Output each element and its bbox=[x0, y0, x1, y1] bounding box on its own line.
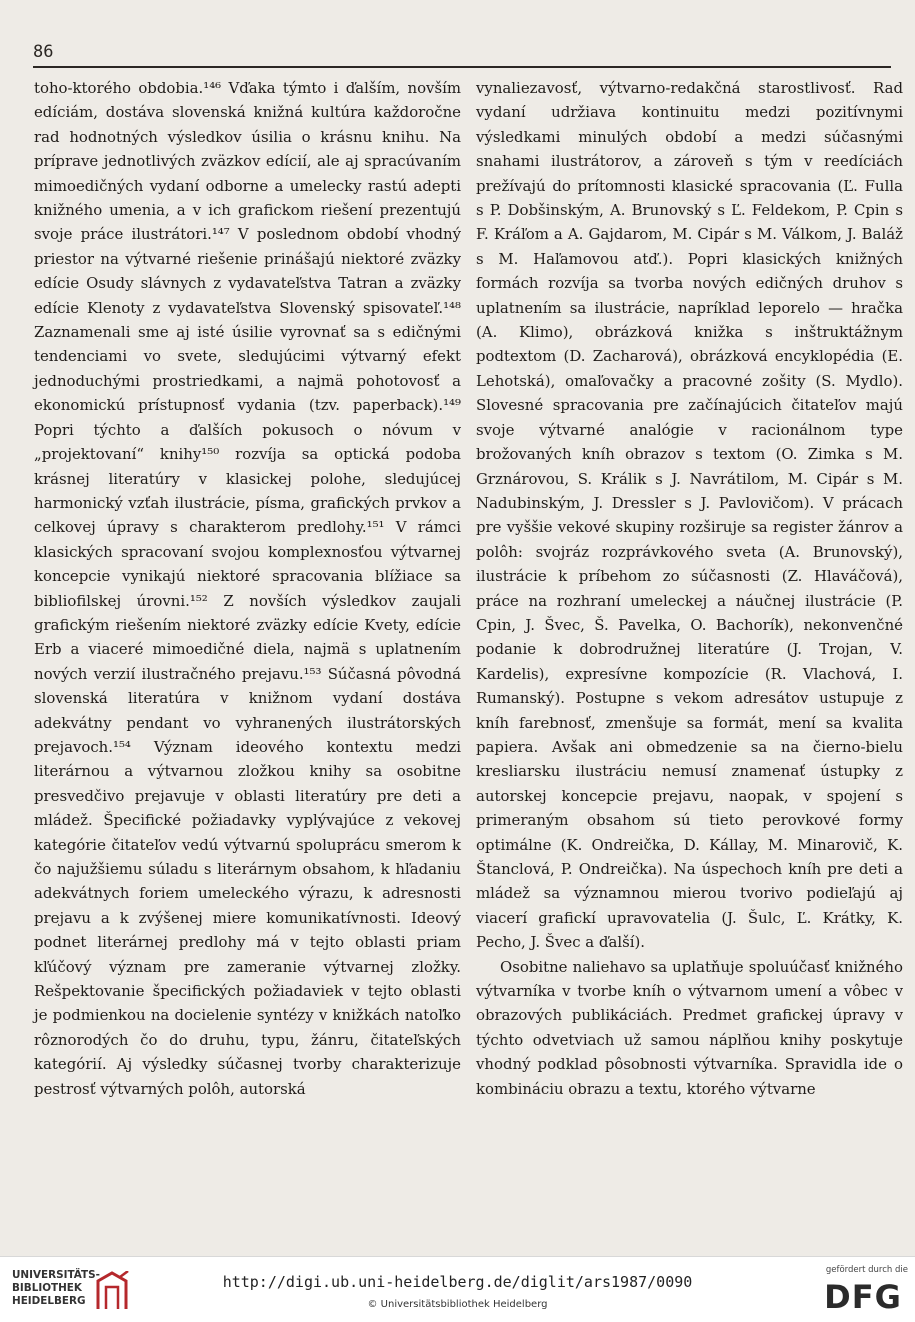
header-rule bbox=[33, 66, 891, 68]
dfg-logo-icon bbox=[820, 1279, 906, 1313]
left-paragraph-1: toho-ktorého obdobia.¹⁴⁶ Vďaka týmto i ďalším, novším edíciám, dostáva slovenská knižná kultúra každoročne rad hodnotných výsledkov úsilia o krásnu knihu. Na príprave jednotlivých zväzkov edícií, ale aj spracúvaním mimoedičných vydaní odborne a umelecky rastú adepti knižného umenia, a v ich grafickom riešení prezentujú svoje práce ilustrátori.¹⁴⁷ V poslednom období vhodný priestor na výtvarné riešenie prinášajú niektoré zväzky edície Osudy slávnych z vydavateľstva Tatran a zväzky edície Klenoty z vydavateľstva Slovenský spisovateľ.¹⁴⁸ Zaznamenali sme aj isté úsilie vyrovnať sa s edičnými tendenciami vo svete, sledujúcimi výtvarný efekt jednoduchými prostriedkami, a najmä pohotovosť a ekonomickú prístupnosť vydania (tzv. paperback).¹⁴⁹ Popri týchto a ďalších pokusoch o nóvum v „projektovaní“ knihy¹⁵⁰ rozvíja sa optická podoba krásnej literatúry v klasickej polohe, sledujúcej harmonický vzťah ilustrácie, písma, grafických prvkov a celkovej úpravy s charakterom predlohy.¹⁵¹ V rámci klasických spracovaní svojou komplexnosťou výtvarnej koncepcie vynikajú niektoré spracovania blížiace sa bibliofilskej úrovni.¹⁵² Z novších výsledkov zaujali grafickým riešením niektoré zväzky edície Kvety, edície Erb a viaceré mimoedičné diela, najmä s uplatnením nových verzií ilustračného prejavu.¹⁵³ Súčasná pôvodná slovenská literatúra v knižnom vydaní dostáva adekvátny pendant vo vyhranených ilustrátorských prejavoch.¹⁵⁴ Význam ideového kontextu medzi literárnou a výtvarnou zložkou knihy sa osobitne presvedčivo prejavuje v oblasti literatúry pre deti a mládež. Špecifické požiadavky vyplývajúce z vekovej kategórie čitateľov vedú výtvarnú spoluprácu smerom k čo najužšiemu súladu s literárnym obsahom, k hľadaniu adekvátnych foriem umeleckého výrazu, k adresnosti prejavu a k zvýšenej miere komunikatívnosti. Ideový podnet literárnej predlohy má v tejto oblasti priam kľúčový význam pre zameranie výtvarnej zložky. Rešpektovanie špecifických požiadaviek v tejto oblasti je podmienkou na docielenie syntézy v knižkách natoľko rôznorodých čo do druhu, typu, žánru, čitateľských kategórií. Aj výsledky súčasnej tvorby charakterizuje pestrosť výtvarných polôh, autorská bbox=[34, 79, 461, 1098]
dfg-logo-text: DFG bbox=[824, 1279, 902, 1313]
permalink-url[interactable]: http://digi.ub.uni-heidelberg.de/diglit/ars1987/0090 bbox=[222, 1273, 693, 1291]
right-column bbox=[476, 76, 903, 1101]
page-number: 86 bbox=[33, 42, 54, 62]
right-paragraph-2: Osobitne naliehavo sa uplatňuje spoluúčasť knižného výtvarníka v tvorbe kníh o výtvarnom umení a vôbec v obrazových publikáciách. Predmet grafickej úpravy v týchto odvetviach už samou náplňou knihy poskytuje vhodný podklad pôsobnosti výtvarníka. Spravidla ide o kombináciu obrazu a textu, ktorého výtvarne bbox=[476, 957, 903, 1098]
copyright-notice: © Universitätsbibliothek Heidelberg bbox=[367, 1299, 548, 1310]
dfg-logo[interactable] bbox=[808, 1265, 908, 1315]
viewer-footer bbox=[0, 1256, 915, 1322]
left-column bbox=[34, 76, 461, 1101]
dfg-funding-label: gefördert durch die bbox=[825, 1265, 908, 1275]
library-logo-text: UNIVERSITÄTS- BIBLIOTHEK HEIDELBERG bbox=[12, 1269, 100, 1307]
right-paragraph-1: vynaliezavosť, výtvarno-redakčná starostlivosť. Rad vydaní udržiava kontinuitu medzi pozitívnymi výsledkami minulých období a medzi súčasnými snahami ilustrátorov, a zároveň s tým v reedíciách prežívajú do prítomnosti klasické spracovania (Ľ. Fulla s P. Dobšinským, A. Brunovský s Ľ. Feldekom, P. Cpin s F. Kráľom a A. Gajdarom, M. Cipár s M. Válkom, J. Baláž s M. Haľamovou atď.). Popri klasických knižných formách rozvíja sa tvorba nových edičných druhov s uplatnením sa ilustrácie, napríklad leporelo — hračka (A. Klimo), obrázková knižka s inštruktážnym podtextom (D. Zacharová), obrázková encyklopédia (E. Lehotská), omaľovačky a pracovné zošity (S. Mydlo). Slovesné spracovania pre začínajúcich čitateľov majú svoje výtvarné analógie v racionálnom type brožovaných kníh obrazov s textom (O. Zimka s M. Grznárovou, S. Králik s J. Navrátilom, M. Cipár s M. Nadubinským, J. Dressler s J. Pavlovičom). V prácach pre vyššie vekové skupiny rozširuje sa register žánrov a polôh: svojráz rozprávkového sveta (A. Brunovský), ilustrácie k príbehom zo súčasnosti (Z. Hlaváčová), práce na rozhraní umeleckej a náučnej ilustrácie (P. Cpin, J. Švec, Š. Pavelka, O. Bachorík), nekonvenčné podanie k dobrodružnej literatúre (J. Trojan, V. Kardelis), expresívne kompozície (R. Vlachová, I. Rumanský). Postupne s vekom adresátov ustupuje z kníh farebnosť, zmenšuje sa formát, mení sa kvalita papiera. Avšak ani obmedzenie sa na čierno-bielu kresliarsku ilustráciu nemusí znamenať ústupky z autorskej koncepcie prejavu, naopak, v spojení s primeraným obsahom sú tieto perovkové formy optimálne (K. Ondreička, D. Kállay, M. Minarovič, K. Štanclová, P. Ondreička). Na úspechoch kníh pre deti a mládež sa významnou mierou tvorivo podieľajú aj viacerí grafickí upravovatelia (J. Šulc, Ľ. Krátky, K. Pecho, J. Švec a ďalší). bbox=[476, 79, 903, 952]
